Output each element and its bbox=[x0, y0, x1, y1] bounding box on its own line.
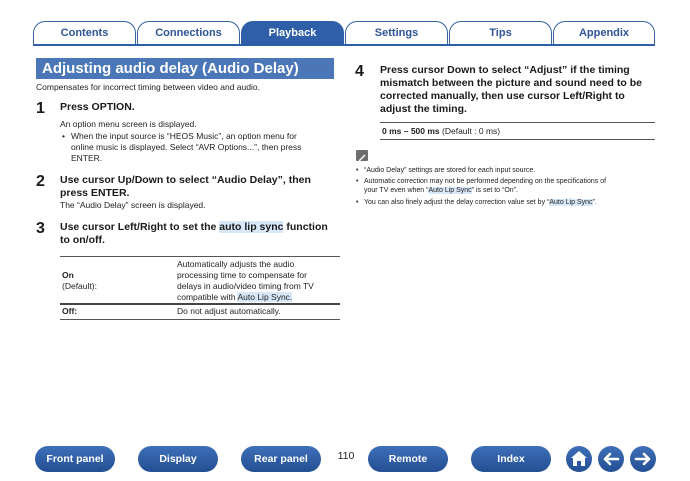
rear-panel-button[interactable]: Rear panel bbox=[241, 446, 321, 472]
step-4-number: 4 bbox=[355, 63, 364, 80]
step-1-bullet bbox=[62, 131, 342, 164]
forward-arrow-icon bbox=[630, 446, 656, 472]
auto-lip-sync-link[interactable]: Auto Lip Sync bbox=[428, 187, 472, 194]
tab-underline bbox=[33, 44, 655, 46]
table-on-desc-line-1: Automatically adjusts the audio bbox=[177, 259, 295, 269]
step-1-bullet-line-3: ENTER. bbox=[71, 153, 103, 163]
front-panel-button[interactable]: Front panel bbox=[35, 446, 115, 472]
page-title: Adjusting audio delay (Audio Delay) bbox=[36, 58, 334, 79]
step-1-text: An option menu screen is displayed. bbox=[60, 119, 197, 129]
range-bottom-border bbox=[380, 139, 655, 140]
home-button[interactable] bbox=[566, 446, 592, 472]
table-bottom-border bbox=[60, 319, 340, 320]
forward-button[interactable] bbox=[630, 446, 656, 472]
range-default: (Default : 0 ms) bbox=[439, 126, 501, 136]
note-2-line-1: Automatic correction may not be performed depending on the specifications of bbox=[364, 178, 607, 185]
step-3-heading-text-a: Use cursor Left/Right to set the bbox=[60, 221, 220, 233]
step-4-heading-line-1: Press cursor Down to select “Adjust” if the timing bbox=[380, 64, 630, 76]
table-on-desc-line-2: processing time to compensate for bbox=[177, 270, 307, 280]
step-2-heading bbox=[60, 174, 311, 200]
step-4-heading-line-2: mismatch between the picture and sound need to be bbox=[380, 77, 642, 89]
range-value-text: 0 ms – 500 ms bbox=[382, 126, 440, 136]
note-2-line-2c: ” is set to “On”. bbox=[471, 187, 518, 194]
table-on-default: (Default): bbox=[62, 281, 97, 291]
note-2 bbox=[356, 177, 656, 195]
step-3-heading-line-2: to on/off. bbox=[60, 234, 105, 246]
tab-playback[interactable]: Playback bbox=[241, 21, 344, 45]
tab-contents[interactable]: Contents bbox=[33, 21, 136, 45]
note-3-text-a: You can also finely adjust the delay correction value set by “ bbox=[364, 199, 550, 206]
step-1-number: 1 bbox=[36, 100, 45, 117]
note-3-text-c: ”. bbox=[592, 199, 597, 206]
step-3-number: 3 bbox=[36, 220, 45, 237]
auto-lip-sync-link[interactable]: Auto Lip Sync bbox=[549, 199, 593, 206]
back-button[interactable] bbox=[598, 446, 624, 472]
step-1-bullet-line-2: online music is displayed. Select “AVR Options...”, then press bbox=[71, 142, 302, 152]
remote-button[interactable]: Remote bbox=[368, 446, 448, 472]
table-off-description: Do not adjust automatically. bbox=[177, 306, 281, 316]
back-arrow-icon bbox=[598, 446, 624, 472]
page-subtitle: Compensates for incorrect timing between video and audio. bbox=[36, 82, 260, 92]
step-4-heading-line-4: adjust the timing. bbox=[380, 103, 467, 115]
step-3-heading bbox=[60, 221, 328, 247]
step-3-heading-text-c: function bbox=[283, 221, 328, 233]
tab-connections[interactable]: Connections bbox=[137, 21, 240, 45]
table-on-desc-line-4a: compatible with bbox=[177, 292, 238, 302]
auto-lip-sync-link[interactable]: auto lip sync bbox=[219, 221, 284, 233]
memo-icon bbox=[356, 150, 368, 161]
tab-settings[interactable]: Settings bbox=[345, 21, 448, 45]
index-button[interactable]: Index bbox=[471, 446, 551, 472]
note-2-line-2a: your TV even when “ bbox=[364, 187, 429, 194]
table-off-label: Off: bbox=[62, 306, 78, 316]
tab-appendix[interactable]: Appendix bbox=[553, 21, 655, 45]
table-row-divider bbox=[60, 303, 340, 305]
step-2-number: 2 bbox=[36, 173, 45, 190]
range-top-border bbox=[380, 122, 655, 123]
table-on-description bbox=[177, 259, 337, 303]
step-2-text: The “Audio Delay” screen is displayed. bbox=[60, 200, 206, 210]
step-2-heading-line-1: Use cursor Up/Down to select “Audio Delay”, then bbox=[60, 174, 311, 186]
display-button[interactable]: Display bbox=[138, 446, 218, 472]
page-number: 110 bbox=[337, 450, 355, 462]
tab-bar bbox=[0, 0, 690, 46]
table-top-border bbox=[60, 256, 340, 257]
home-icon bbox=[566, 446, 592, 472]
range-value bbox=[382, 126, 500, 137]
table-on-label: On bbox=[62, 270, 74, 280]
step-4-heading bbox=[380, 64, 642, 116]
note-3 bbox=[356, 198, 656, 207]
step-4-heading-line-3: corrected manually, then use cursor Left/Right to bbox=[380, 90, 625, 102]
note-1: • “Audio Delay” settings are stored for each input source. bbox=[356, 166, 656, 175]
step-1-heading: Press OPTION. bbox=[60, 101, 135, 113]
step-1-bullet-line-1: When the input source is “HEOS Music”, an option menu for bbox=[71, 131, 297, 141]
auto-lip-sync-link[interactable]: Auto Lip Sync. bbox=[237, 292, 293, 302]
tab-tips[interactable]: Tips bbox=[449, 21, 552, 45]
step-2-heading-line-2: press ENTER. bbox=[60, 187, 130, 199]
table-on-desc-line-3: delays in audio/video timing from TV bbox=[177, 281, 314, 291]
